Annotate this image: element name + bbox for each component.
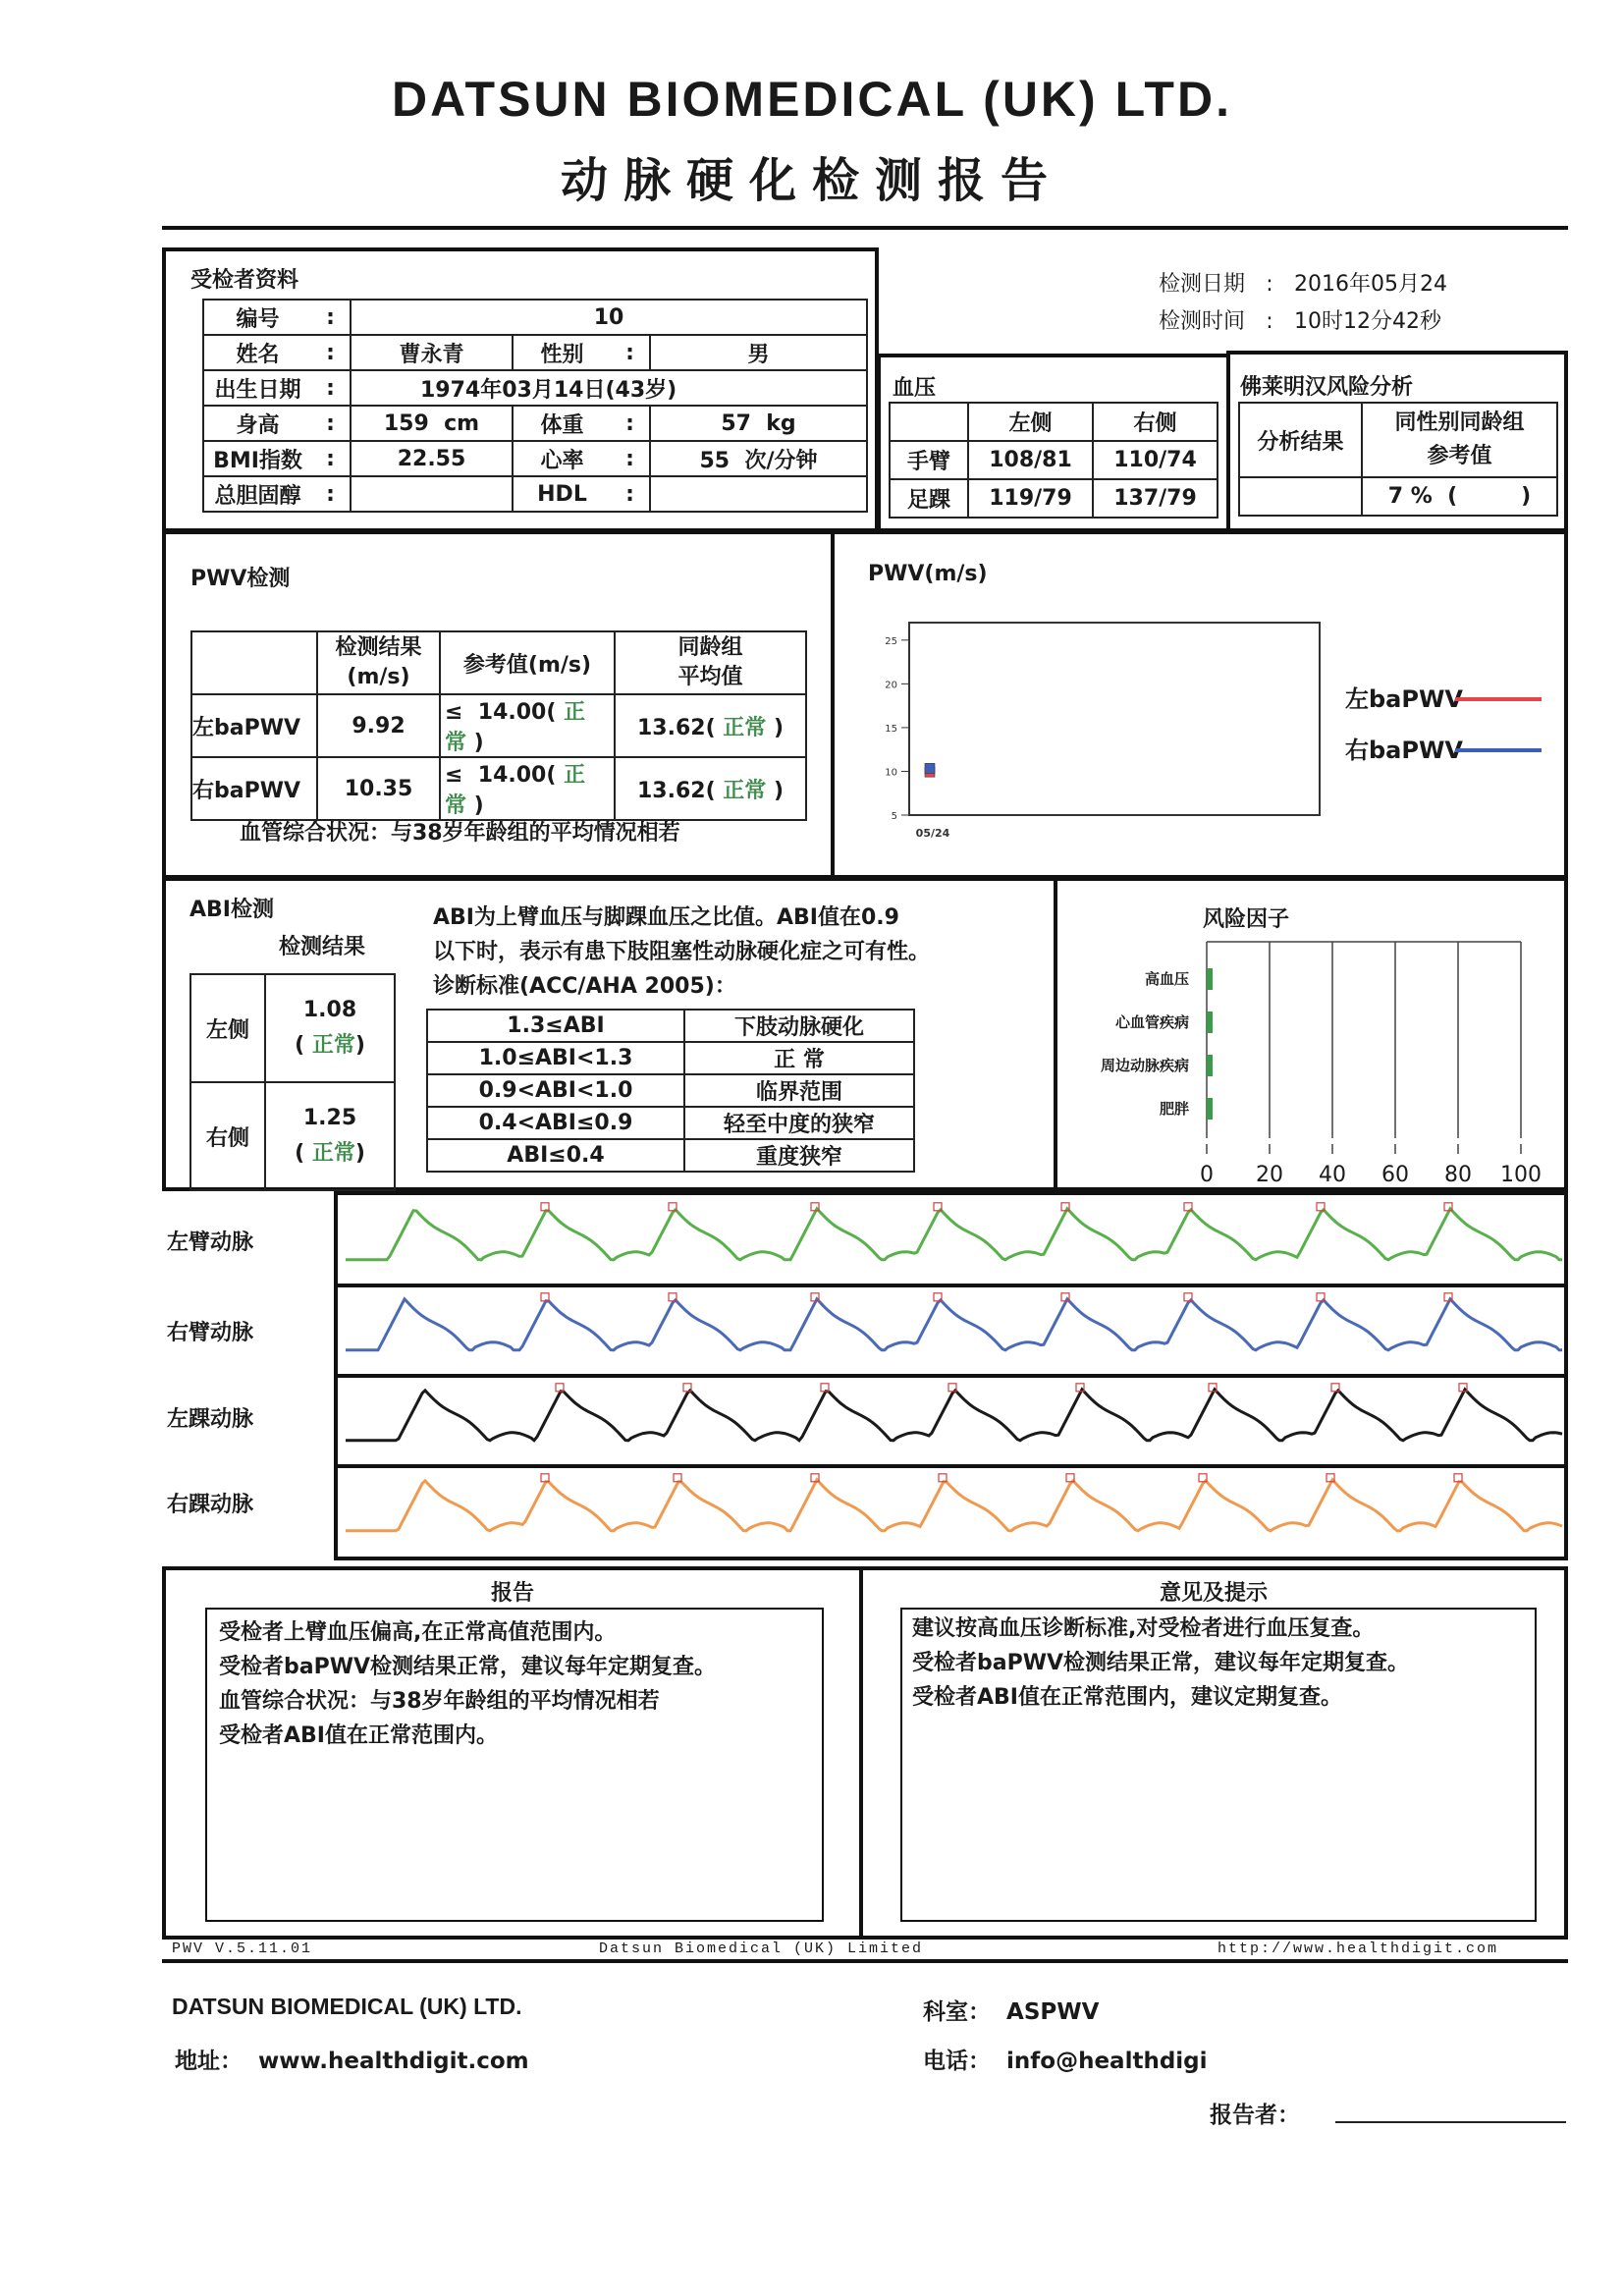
risk-tick-label: 60 [1381,1163,1409,1187]
company-title: DATSUN BIOMEDICAL (UK) LTD. [392,72,1232,127]
footer-address-value: www.healthdigit.com [258,2049,529,2074]
report-box [162,1566,863,1940]
abi-left-value: 1.08 [302,998,357,1022]
bp-ankle-left: 119/79 [968,479,1093,518]
abi-box [162,877,1057,1191]
height-value: 159 [383,410,429,436]
bp-right-header: 右侧 [1093,403,1218,441]
framingham-ref-cell [1362,403,1557,477]
footer-dept: 科室： ASPWV [923,1999,1100,2025]
framingham-title: 佛莱明汉风险分析 [1240,375,1414,400]
advice-lines [902,1610,1535,1715]
hr-label: 心率 [513,441,611,476]
abi-description: ABI为上臂血压与脚踝血压之比值。ABI值在0.9 以下时，表示有患下肢阻塞性动脉硬化症之可有性。 诊断标准(ACC/AHA 2005)： [433,905,931,999]
pwv-row-right: 右baPWV 10.35 ≤ 14.00( 正常 ) 13.62( 正常 ) [191,757,806,820]
risk-chart [1057,881,1566,1189]
pwv-ytick-label: 5 [891,811,897,822]
pwv-xtick-label: 05/24 [915,827,950,840]
framingham-table [1238,402,1558,517]
name-value: 曹永青 [351,335,513,370]
report-lines [207,1610,822,1753]
footer-url: http://www.healthdigit.com [1218,1941,1499,1957]
weight-label: 体重 [513,406,611,441]
sex-label: 性别 [513,335,611,370]
weight-cell [650,406,867,441]
pwv-col-avg: 同龄组 平均值 [615,631,806,694]
framingham-ref-label2: 参考值 [1427,444,1492,468]
advice-line: 受检者ABI值在正常范围内，建议定期复查。 [912,1685,1342,1710]
waveform-trace [346,1480,1562,1531]
footer-phone: 电话： info@healthdigi [923,2049,1208,2074]
pwv-title: PWV检测 [190,567,291,591]
risk-tick-label: 100 [1500,1163,1542,1187]
abi-left-label: 左侧 [190,974,265,1082]
abi-right-cell: 1.25 ( 正常) [265,1082,395,1190]
abi-right-label: 右侧 [190,1082,265,1190]
chol-label: 总胆固醇 [203,476,311,512]
risk-factor-bar [1207,968,1213,990]
risk-factor-label: 肥胖 [1159,1100,1189,1118]
risk-factor-label: 高血压 [1144,970,1189,988]
bp-arm-label: 手臂 [890,441,968,479]
colon: : [311,335,351,370]
abi-result-table [189,973,396,1191]
reporter-signature-line [1335,2121,1566,2123]
bp-title: 血压 [893,376,937,401]
waveform-trace [346,1299,1562,1350]
exam-date-label: 检测日期 [1159,272,1246,297]
waveform-label: 左踝动脉 [167,1407,254,1432]
advice-line: 受检者baPWV检测结果正常，建议每年定期复查。 [912,1651,1410,1675]
risk-tick-label: 40 [1319,1163,1346,1187]
abi-criteria-table: 1.3≤ABI 下肢动脉硬化 1.0≤ABI<1.3 正 常 0.9<ABI<1.0 临界范围 0.4<ABI≤0.9 轻至中度的狭窄 ABI≤0.4 重度狭窄 [426,1009,915,1173]
report-line: 受检者ABI值在正常范围内。 [219,1723,498,1748]
pwv-col-ref: 参考值(m/s) [440,631,615,694]
pwv-chart-title: PWV(m/s) [868,562,988,586]
risk-tick-label: 20 [1256,1163,1283,1187]
hdl-label: HDL [513,476,611,512]
footer-reporter-label: 报告者： [1210,2103,1300,2128]
exam-date-row: 检测日期 : 2016年05月24 [1159,272,1447,297]
pwv-ytick-label: 20 [885,680,897,691]
report-line: 受检者上臂血压偏高,在正常高值范围内。 [219,1620,617,1645]
hr-unit: 次/分钟 [744,448,818,473]
risk-box [1054,877,1568,1191]
footer-version: PWV V.5.11.01 [172,1941,313,1957]
waveform-label: 右踝动脉 [167,1493,254,1517]
exam-date-value: 2016年05月24 [1294,272,1447,297]
bp-box [877,354,1230,532]
risk-factor-bar [1207,1055,1213,1076]
dob-value: 1974年03月14日(43岁) [351,370,867,406]
header-rule [162,226,1568,230]
report-line: 受检者baPWV检测结果正常，建议每年定期复查。 [219,1655,717,1679]
exam-time-value: 10时12分42秒 [1294,309,1441,334]
hdl-value [650,476,867,512]
name-label: 姓名 [203,335,311,370]
weight-value: 57 [721,410,751,436]
risk-factor-label: 周边动脉疾病 [1100,1057,1189,1074]
patient-section-title: 受检者资料 [190,268,299,293]
framingham-value-cell: 7 % ( ) [1362,477,1557,516]
id-label: 编号 [203,300,311,335]
pwv-summary: 血管综合状况：与38岁年龄组的平均情况相若 [240,821,680,846]
bp-arm-right: 110/74 [1093,441,1218,479]
footer-phone-value: info@healthdigi [1006,2049,1208,2074]
abi-result-title: 检测结果 [279,935,366,959]
hr-value: 55 [699,448,731,473]
report-title: 动脉硬化检测报告 [560,153,1063,208]
dob-label: 出生日期 [203,370,311,406]
chol-value [351,476,513,512]
advice-box [859,1566,1568,1940]
waveform-label: 右臂动脉 [167,1321,254,1345]
height-unit: cm [444,410,480,436]
pwv-chart-box [831,530,1568,879]
report-content [205,1608,824,1922]
waveform-trace [346,1390,1562,1441]
waveform-label: 左臂动脉 [167,1230,254,1255]
risk-title: 风险因子 [1203,907,1290,932]
framingham-ref-label1: 同性别同龄组 [1394,410,1525,435]
height-cell [351,406,513,441]
sex-value: 男 [650,335,867,370]
footer-dept-value: ASPWV [1006,1999,1100,2025]
waveform-panel [334,1191,1568,1560]
risk-tick-label: 80 [1444,1163,1472,1187]
framingham-value: 7 % [1387,484,1433,509]
colon: : [311,300,351,335]
advice-title: 意见及提示 [1159,1581,1268,1606]
footer-company-en: Datsun Biomedical (UK) Limited [599,1941,924,1957]
colon: : [311,370,351,406]
pwv-box [162,530,835,879]
pwv-point [925,763,935,773]
framingham-result-label: 分析结果 [1239,403,1362,477]
id-value: 10 [351,300,867,335]
risk-factor-bar [1207,1011,1213,1033]
colon: : [311,406,351,441]
risk-factor-bar [1207,1098,1213,1120]
weight-unit: kg [766,410,796,436]
pwv-row-left: 左baPWV 9.92 ≤ 14.00( 正常 ) 13.62( 正常 ) [191,694,806,757]
report-line: 血管综合状况：与38岁年龄组的平均情况相若 [219,1689,660,1714]
framingham-box [1226,351,1568,532]
exam-time-label: 检测时间 [1159,309,1246,334]
abi-left-status: 正常 [311,1033,355,1058]
hr-cell [650,441,867,476]
footer-company: DATSUN BIOMEDICAL (UK) LTD. [172,1994,522,2019]
patient-info-box [162,247,879,532]
colon: : [311,441,351,476]
bp-left-header: 左侧 [968,403,1093,441]
bp-ankle-right: 137/79 [1093,479,1218,518]
pwv-ytick-label: 10 [885,767,897,779]
pwv-legend-label: 左baPWV [1345,685,1464,713]
risk-tick-label: 0 [1200,1163,1214,1187]
footer-address: 地址： www.healthdigit.com [175,2049,529,2074]
exam-time-row: 检测时间 : 10时12分42秒 [1159,309,1441,334]
bmi-value: 22.55 [351,441,513,476]
bmi-label: BMI指数 [203,441,311,476]
pwv-table [190,630,807,821]
report-title: 报告 [490,1581,534,1606]
waveform-trace [346,1209,1562,1260]
waveform-chart [338,1195,1564,1557]
pwv-col-result: 检测结果 (m/s) [317,631,440,694]
bp-table [889,402,1218,519]
height-label: 身高 [203,406,311,441]
abi-title: ABI检测 [189,898,274,922]
bp-ankle-label: 足踝 [890,479,968,518]
pwv-ytick-label: 25 [885,635,897,647]
pwv-plot-frame [909,623,1320,815]
footer-rule [162,1959,1568,1963]
abi-right-value: 1.25 [302,1106,357,1130]
abi-right-status: 正常 [311,1141,355,1166]
advice-line: 建议按高血压诊断标准,对受检者进行血压复查。 [912,1616,1375,1641]
bp-arm-left: 108/81 [968,441,1093,479]
pwv-ytick-label: 15 [885,723,897,735]
colon: : [311,476,351,512]
advice-content [900,1608,1537,1922]
abi-left-cell: 1.08 ( 正常) [265,974,395,1082]
risk-factor-label: 心血管疾病 [1114,1013,1189,1031]
pwv-legend-label: 右baPWV [1345,737,1464,764]
pwv-chart [835,534,1566,877]
patient-table: 编号 : 10 姓名 : 曹永青 性别 : 男 出生日期 : 1974年03月14日(43岁) 身高 : 159 cm 体重 : 57 kg BMI指数 : 22.55 心率 : 55 次/分钟 总胆固醇 : HDL : [202,299,868,513]
